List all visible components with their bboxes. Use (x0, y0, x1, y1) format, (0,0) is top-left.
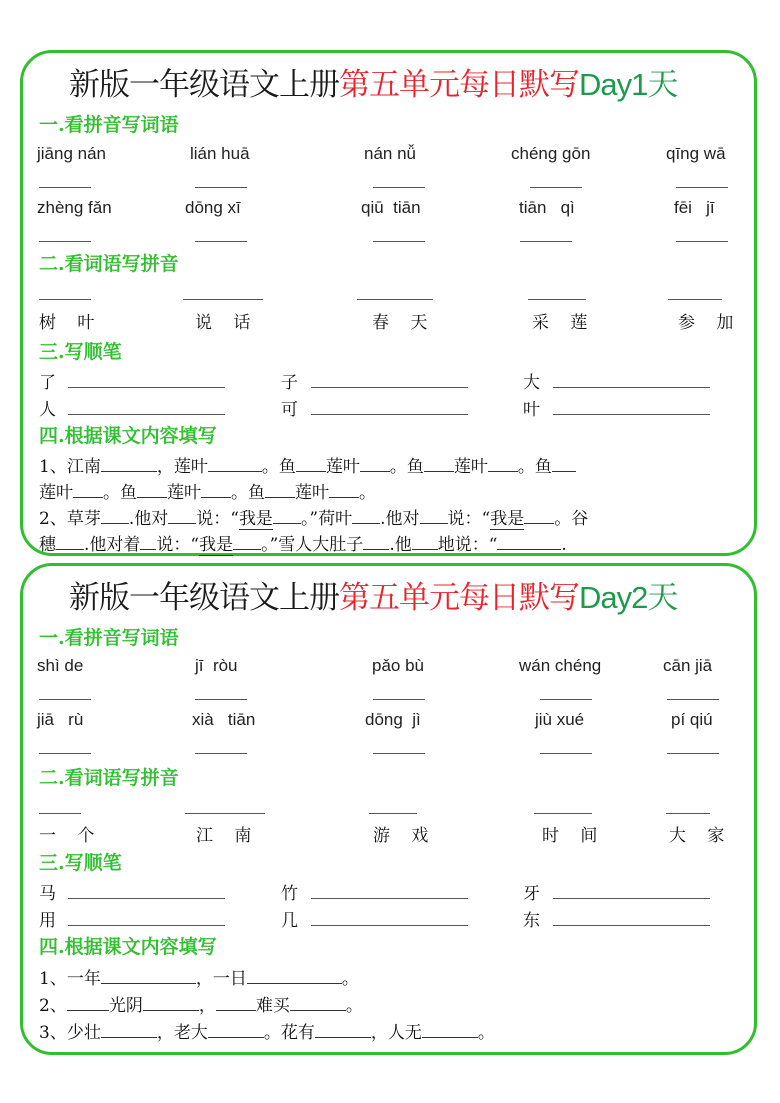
section-heading-pinyin-to-words: 一.看拼音写词语 (39, 627, 179, 649)
answer-blank[interactable] (373, 241, 425, 242)
fill-blank[interactable] (420, 509, 448, 524)
answer-blank[interactable] (668, 299, 722, 300)
pinyin-item: jiā rù (37, 710, 84, 729)
fill-blank[interactable] (233, 535, 261, 550)
stroke-blank[interactable] (311, 414, 468, 415)
title-grade: 新版一年级语文上册 (69, 580, 339, 616)
pinyin-item: qīng wā (666, 144, 726, 163)
answer-blank[interactable] (39, 187, 91, 188)
fill-blank[interactable] (56, 535, 84, 550)
answer-blank[interactable] (667, 753, 719, 754)
stroke-char: 大 (523, 373, 540, 393)
pinyin-item: cān jiā (663, 656, 713, 675)
pinyin-item: nán nǚ (364, 144, 416, 163)
answer-blank[interactable] (39, 753, 91, 754)
answer-blank[interactable] (534, 813, 592, 814)
stroke-blank[interactable] (68, 387, 225, 388)
answer-blank[interactable] (373, 187, 425, 188)
answer-blank[interactable] (373, 753, 425, 754)
title-grade: 新版一年级语文上册 (69, 67, 339, 103)
word-item: 大 家 (669, 826, 733, 846)
stroke-char: 牙 (523, 884, 540, 904)
fill-blank[interactable] (360, 457, 390, 472)
answer-blank[interactable] (183, 299, 263, 300)
stroke-char: 了 (39, 373, 56, 393)
stroke-char: 可 (281, 400, 298, 420)
stroke-char: 子 (281, 373, 298, 393)
fill-blank[interactable] (101, 969, 196, 984)
pinyin-item: wán chéng (519, 656, 602, 675)
fill-blank[interactable] (265, 483, 295, 498)
section-heading-words-to-pinyin: 二.看词语写拼音 (39, 253, 179, 275)
answer-blank[interactable] (667, 699, 719, 700)
stroke-blank[interactable] (68, 414, 225, 415)
pinyin-item: chéng gōn (511, 144, 591, 163)
answer-blank[interactable] (39, 241, 91, 242)
fill-blank[interactable] (488, 457, 518, 472)
pinyin-item: zhèng fǎn (37, 198, 112, 217)
fill-blank[interactable] (143, 996, 199, 1011)
fill-blank[interactable] (137, 483, 167, 498)
fill-blank[interactable] (101, 457, 157, 472)
fill-blank[interactable] (290, 996, 346, 1011)
stroke-char: 东 (523, 911, 540, 931)
fill-blank[interactable] (247, 969, 342, 984)
stroke-blank[interactable] (68, 925, 225, 926)
section-heading-pinyin-to-words: 一.看拼音写词语 (39, 114, 179, 136)
fill-blank[interactable] (140, 535, 156, 550)
pinyin-item: pí qiú (671, 710, 713, 729)
fill-blank[interactable] (201, 483, 231, 498)
stroke-char: 竹 (281, 884, 298, 904)
word-item: 游 戏 (373, 826, 437, 846)
pinyin-item: dōng xī (185, 198, 241, 217)
title-unit: 第五单元每日默写 (339, 67, 579, 103)
answer-blank[interactable] (540, 753, 592, 754)
fill-blank[interactable] (73, 483, 103, 498)
title-unit: 第五单元每日默写 (339, 580, 579, 616)
answer-blank[interactable] (369, 813, 417, 814)
answer-blank[interactable] (195, 753, 247, 754)
pinyin-item: lián huā (190, 144, 250, 163)
pinyin-item: jiù xué (535, 710, 585, 729)
pinyin-item: jiāng nán (37, 144, 107, 163)
fill-blank[interactable] (101, 1023, 157, 1038)
fill-blank[interactable] (329, 483, 359, 498)
section-heading-fill-in-text: 四.根据课文内容填写 (39, 425, 217, 447)
word-item: 一 个 (39, 826, 103, 846)
fill-blank[interactable] (216, 996, 256, 1011)
pinyin-item: pǎo bù (372, 656, 424, 675)
stroke-blank[interactable] (553, 925, 710, 926)
answer-blank[interactable] (39, 699, 91, 700)
answer-blank[interactable] (195, 241, 247, 242)
fill-blank[interactable] (524, 509, 554, 524)
stroke-blank[interactable] (553, 414, 710, 415)
answer-blank[interactable] (530, 187, 582, 188)
stroke-char: 叶 (523, 400, 540, 420)
section-heading-fill-in-text: 四.根据课文内容填写 (39, 936, 217, 958)
answer-blank[interactable] (520, 241, 572, 242)
worksheet-card-day2 (20, 563, 757, 1055)
pinyin-item: shì de (37, 656, 84, 675)
fill-line-2: 2、 光阴 ， 难买 。 (39, 996, 363, 1016)
stroke-char: 用 (39, 911, 56, 931)
fill-line-3: 3、少壮 ，老大 。花有 ，人无 。 (39, 1023, 495, 1043)
stroke-blank[interactable] (311, 898, 468, 899)
pinyin-item: fēi jī (674, 198, 715, 217)
fill-blank[interactable] (424, 457, 454, 472)
word-item: 说 话 (195, 313, 259, 333)
stroke-blank[interactable] (311, 925, 468, 926)
fill-blank[interactable] (352, 509, 380, 524)
word-item: 树 叶 (39, 313, 103, 333)
fill-blank[interactable] (273, 509, 301, 524)
pinyin-item: tiān qì (519, 198, 575, 217)
pinyin-item: xià tiān (192, 710, 256, 729)
fill-blank[interactable] (497, 535, 561, 550)
fill-blank[interactable] (208, 457, 262, 472)
fill-line-4: 穗 .他对着 说：“我是 。”雪人大肚子 .他 地说：“ . (39, 535, 567, 555)
section-heading-words-to-pinyin: 二.看词语写拼音 (39, 767, 179, 789)
answer-blank[interactable] (195, 699, 247, 700)
pinyin-item: jī ròu (195, 656, 238, 675)
stroke-char: 人 (39, 400, 56, 420)
word-item: 江 南 (196, 826, 260, 846)
fill-blank[interactable] (315, 1023, 371, 1038)
fill-line-2: 莲叶 。鱼 莲叶 。鱼 莲叶 。 (39, 483, 376, 503)
answer-blank[interactable] (373, 699, 425, 700)
answer-blank[interactable] (39, 813, 81, 814)
title-day: Day2天 (579, 580, 678, 615)
worksheet-title (69, 59, 677, 104)
fill-blank[interactable] (208, 1023, 264, 1038)
title-day: Day1天 (579, 67, 678, 102)
answer-blank[interactable] (666, 813, 710, 814)
pinyin-item: dōng jì (365, 710, 421, 729)
stroke-char: 几 (281, 911, 298, 931)
word-item: 春 天 (372, 313, 436, 333)
pinyin-item: qiū tiān (361, 198, 421, 217)
stroke-blank[interactable] (311, 387, 468, 388)
fill-line-1: 1、一年 ，一日 。 (39, 969, 359, 989)
answer-blank[interactable] (185, 813, 265, 814)
answer-blank[interactable] (357, 299, 433, 300)
answer-blank[interactable] (676, 187, 728, 188)
fill-blank[interactable] (168, 509, 196, 524)
section-heading-stroke-order: 三.写顺笔 (39, 341, 122, 363)
word-item: 时 间 (542, 826, 606, 846)
fill-line-3: 2、草芽 .他对 说：“我是 。”荷叶 .他对 说：“我是 。谷 (39, 509, 589, 529)
answer-blank[interactable] (39, 299, 91, 300)
fill-blank[interactable] (422, 1023, 478, 1038)
fill-line-1: 1、江南 ，莲叶 。鱼 莲叶 。鱼 莲叶 。鱼 (39, 452, 576, 477)
fill-blank[interactable] (296, 457, 326, 472)
answer-blank[interactable] (540, 699, 592, 700)
stroke-blank[interactable] (68, 898, 225, 899)
section-heading-stroke-order: 三.写顺笔 (39, 852, 122, 874)
worksheet-title (69, 572, 677, 617)
fill-blank[interactable] (101, 509, 129, 524)
fill-blank[interactable] (552, 457, 576, 472)
fill-blank[interactable] (67, 996, 109, 1011)
answer-blank[interactable] (528, 299, 586, 300)
word-item: 采 莲 (532, 313, 596, 333)
fill-blank[interactable] (412, 535, 438, 550)
worksheet-card-day1 (20, 50, 757, 556)
answer-blank[interactable] (195, 187, 247, 188)
word-item: 参 加 (678, 313, 742, 333)
fill-blank[interactable] (363, 535, 389, 550)
stroke-char: 马 (39, 884, 56, 904)
stroke-blank[interactable] (553, 898, 710, 899)
stroke-blank[interactable] (553, 387, 710, 388)
answer-blank[interactable] (676, 241, 728, 242)
